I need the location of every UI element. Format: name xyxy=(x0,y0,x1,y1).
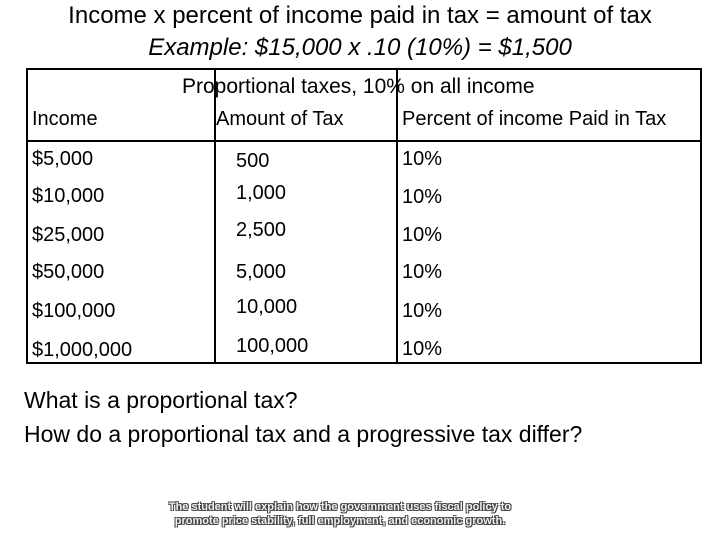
tax-amount-cell: 10,000 xyxy=(236,296,298,318)
table-caption: Proportional taxes, 10% on all income xyxy=(182,75,535,98)
percent-cell: 10% xyxy=(402,224,443,246)
tax-amount-cell: 500 xyxy=(236,150,270,172)
percent-cell: 10% xyxy=(402,148,443,170)
question-2: How do a proportional tax and a progressive tax differ? xyxy=(24,421,583,447)
column-header-income: Income xyxy=(32,108,98,130)
column-divider xyxy=(396,70,398,362)
income-cell: $25,000 xyxy=(32,224,105,246)
page-title: Income x percent of income paid in tax = amount of tax xyxy=(68,2,652,29)
percent-cell: 10% xyxy=(402,300,443,322)
percent-cell: 10% xyxy=(402,338,443,360)
income-cell: $1,000,000 xyxy=(32,339,133,361)
tax-amount-cell: 2,500 xyxy=(236,219,287,241)
income-cell: $5,000 xyxy=(32,148,94,170)
tax-table xyxy=(26,68,702,364)
income-cell: $10,000 xyxy=(32,185,105,207)
header-divider xyxy=(28,140,700,142)
tax-amount-cell: 1,000 xyxy=(236,182,287,204)
column-header-percent: Percent of income Paid in Tax xyxy=(402,108,667,130)
standard-note-line-1: The student will explain how the government uses fiscal policy to xyxy=(168,501,512,513)
standard-note-line-2: promote price stability, full employment, and economic growth. xyxy=(174,515,506,527)
percent-cell: 10% xyxy=(402,261,443,283)
column-header-amount: Amount of Tax xyxy=(216,108,344,130)
tax-amount-cell: 5,000 xyxy=(236,261,287,283)
tax-amount-cell: 100,000 xyxy=(236,335,309,357)
question-1: What is a proportional tax? xyxy=(24,387,298,413)
percent-cell: 10% xyxy=(402,186,443,208)
standard-note xyxy=(0,500,680,528)
example-formula: Example: $15,000 x .10 (10%) = $1,500 xyxy=(148,34,572,61)
income-cell: $50,000 xyxy=(32,261,105,283)
income-cell: $100,000 xyxy=(32,300,116,322)
